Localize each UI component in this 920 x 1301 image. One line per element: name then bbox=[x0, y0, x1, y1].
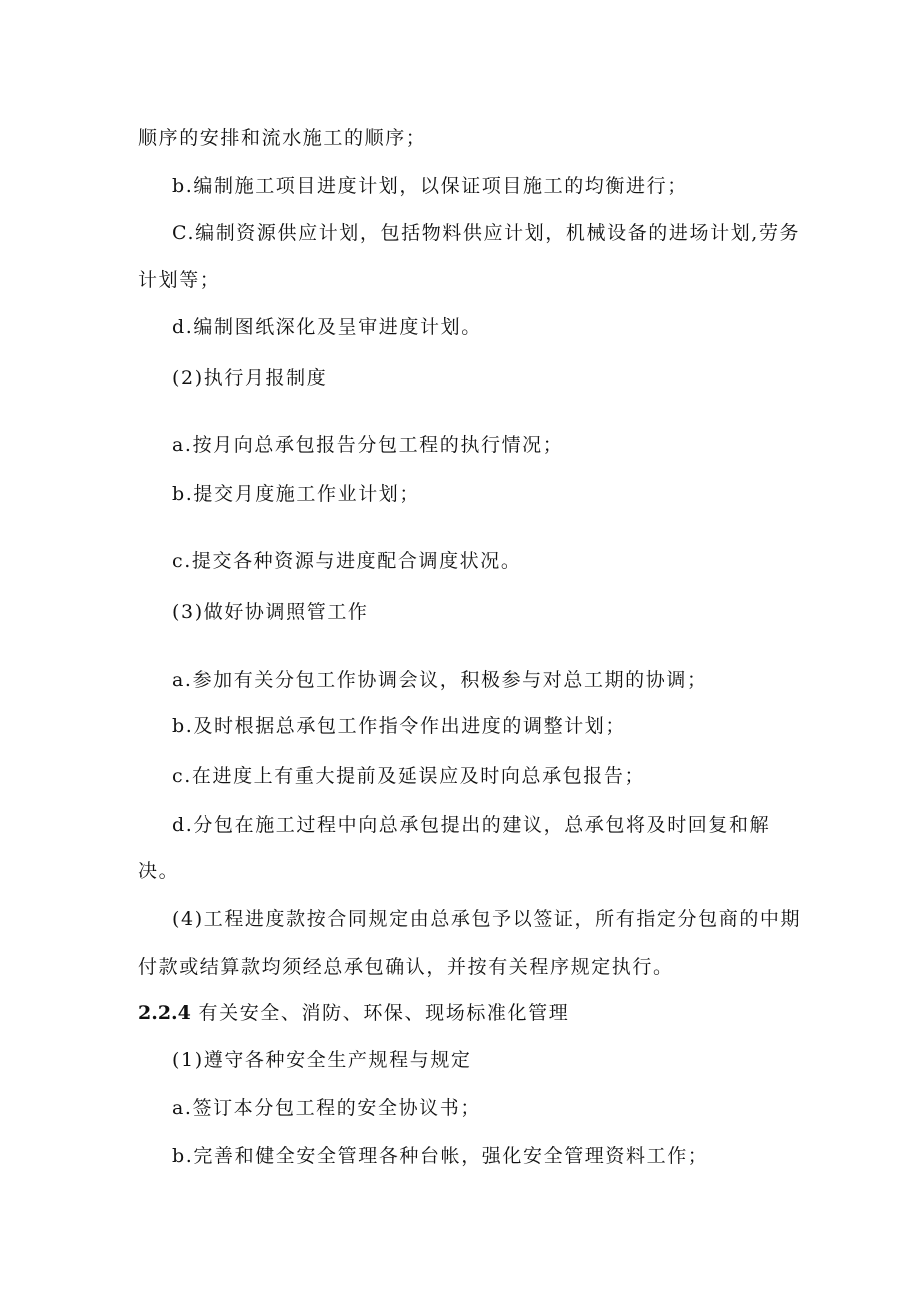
text-line-8: b.提交月度施工作业计划； bbox=[172, 483, 421, 505]
text-line-14: d.分包在施工过程中向总承包提出的建议，总承包将及时回复和解 bbox=[172, 814, 771, 836]
text-line-20: a.签订本分包工程的安全协议书； bbox=[172, 1097, 481, 1119]
text-line-4: 计划等； bbox=[138, 269, 221, 291]
text-line-19: (1)遵守各种安全生产规程与规定 bbox=[172, 1049, 472, 1071]
text-line-15: 决。 bbox=[138, 860, 180, 882]
text-line-3: C.编制资源供应计划，包括物料供应计划，机械设备的进场计划,劳务 bbox=[172, 222, 801, 244]
text-line-11: a.参加有关分包工作协调会议，积极参与对总工期的协调； bbox=[172, 669, 708, 691]
section-number: 2.2.4 bbox=[138, 1002, 191, 1024]
text-line-7: a.按月向总承包报告分包工程的执行情况； bbox=[172, 434, 564, 456]
text-line-13: c.在进度上有重大提前及延误应及时向总承包报告； bbox=[172, 765, 646, 787]
section-heading bbox=[138, 1001, 569, 1025]
text-line-9: c.提交各种资源与进度配合调度状况。 bbox=[172, 550, 522, 572]
text-line-12: b.及时根据总承包工作指令作出进度的调整计划； bbox=[172, 715, 627, 737]
text-line-16: (4)工程进度款按合同规定由总承包予以签证，所有指定分包商的中期 bbox=[172, 908, 802, 930]
text-line-10: (3)做好协调照管工作 bbox=[172, 601, 369, 623]
text-line-17: 付款或结算款均须经总承包确认，并按有关程序规定执行。 bbox=[138, 956, 674, 978]
text-line-2: b.编制施工项目进度计划，以保证项目施工的均衡进行； bbox=[172, 175, 688, 197]
section-title: 有关安全、消防、环保、现场标准化管理 bbox=[198, 1002, 570, 1024]
text-line-6: (2)执行月报制度 bbox=[172, 367, 328, 389]
text-line-1: 顺序的安排和流水施工的顺序； bbox=[138, 127, 427, 149]
text-line-5: d.编制图纸深化及呈审进度计划。 bbox=[172, 316, 482, 338]
text-line-21: b.完善和健全安全管理各种台帐，强化安全管理资料工作； bbox=[172, 1145, 709, 1167]
